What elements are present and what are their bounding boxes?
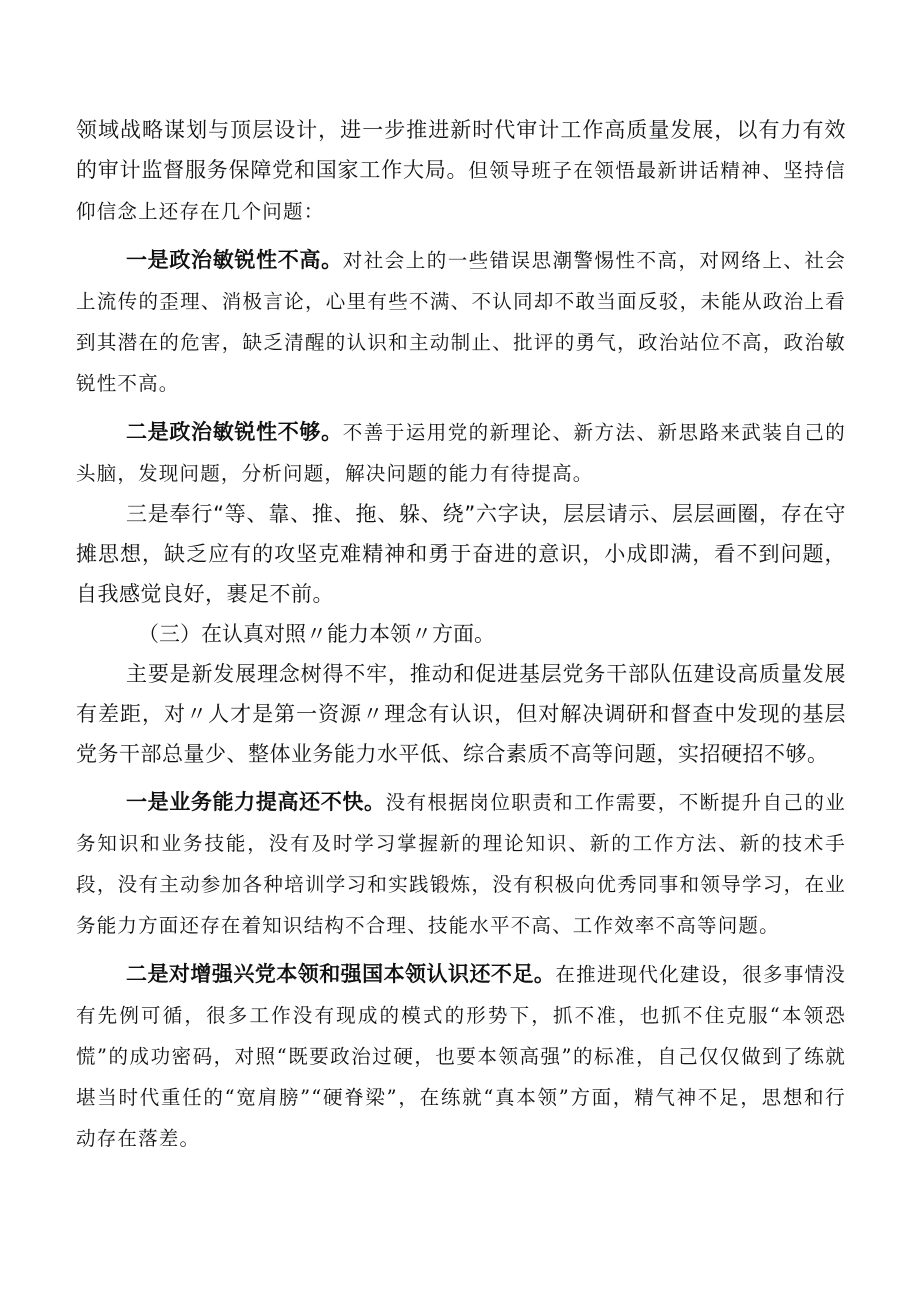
paragraph-intro-rest: 但领导班子在领悟最新讲话精神、坚持信仰信念上还存在几个问题： [76, 159, 846, 223]
paragraph-intro [76, 110, 846, 232]
document-body [76, 110, 846, 1159]
paragraph-six-character-formula: 三是奉行“等、靠、推、拖、躲、绕”六字诀，层层请示、层层画圈，存在守摊思想，缺乏应有的攻坚克难精神和勇于奋进的意识，小成即满，看不到问题，自我感觉良好，裹足不前。 [76, 502, 846, 606]
paragraph-body: 对社会上的一些错误思潮警惕性不高，对网络上、社会上流传的歪理、消极言论，心里有些不满、不认同却不敢当面反驳，未能从政治上看到其潜在的危害，缺乏清醒的认识和主动制止、批评的勇气，政治站位不高，政治敏锐性不高。 [76, 249, 847, 395]
paragraph-lead-heading: 二是对增强兴党本领和强国本领认识还不足。 [126, 962, 556, 986]
paragraph-intro-lead: 领域战略谋划与顶层设计，进一步推进新时代审计工作高质量发展，以有力有效的审计监督服务保障党和国家工作大局。 [76, 118, 846, 182]
section-heading-ability: （三）在认真对照〃能力本领〃方面。 [138, 622, 495, 646]
paragraph-development-concept: 主要是新发展理念树得不牢，推动和促进基层党务干部队伍建设高质量发展有差距，对〃人才是第一资源〃理念有认识，但对解决调研和督查中发现的基层党务干部总量少、整体业务能力水平低、综合素质不高等问题，实招硬招不够。 [76, 662, 846, 766]
paragraph-business-ability [76, 782, 846, 946]
paragraph-body: 不善于运用党的新理论、新方法、新思路来武装自己的头脑，发现问题，分析问题，解决问题的能力有待提高。 [76, 421, 847, 485]
paragraph-lead-heading: 一是政治敏锐性不高。 [126, 248, 343, 272]
paragraph-lead-heading: 一是业务能力提高还不快。 [126, 790, 386, 814]
paragraph-body: 在推进现代化建设，很多事情没有先例可循，很多工作没有现成的模式的形势下，抓不准，也抓不住克服“本领恐慌”的成功密码，对照“既要政治过硬，也要本领高强”的标准，自己仅仅做到了练就堪当时代重任的“宽肩膀”“硬脊梁”，在练就“真本领”方面，精气神不足，思想和行动存在落差。 [76, 963, 846, 1150]
paragraph-political-sensitivity-low [76, 240, 846, 404]
paragraph-body: 没有根据岗位职责和工作需要，不断提升自己的业务知识和业务技能，没有及时学习掌握新的理论知识、新的工作方法、新的技术手段，没有主动参加各种培训学习和实践锻炼，没有积极向优秀同事和领导学习，在业务能力方面还存在着知识结构不合理、技能水平不高、工作效率不高等问题。 [76, 791, 846, 937]
paragraph-political-sensitivity-insufficient [76, 412, 846, 494]
paragraph-lead-heading: 二是政治敏锐性不够。 [126, 420, 343, 444]
paragraph-party-skills [76, 954, 846, 1159]
